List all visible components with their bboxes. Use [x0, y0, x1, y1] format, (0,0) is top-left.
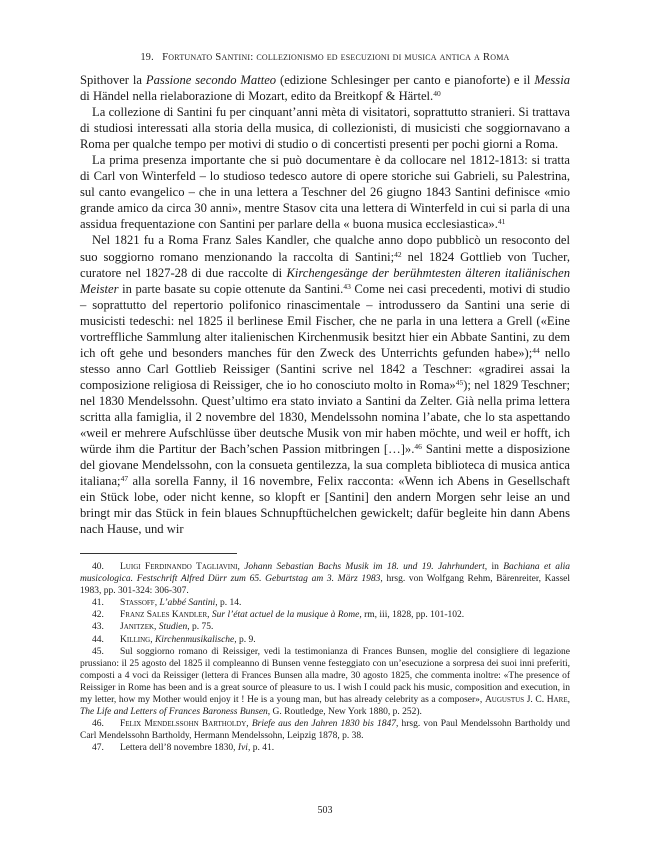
- footnote-ref[interactable]: 42: [394, 249, 402, 259]
- author-name: Luigi Ferdinando Tagliavini: [120, 562, 238, 572]
- footnote-ref[interactable]: 43: [343, 281, 351, 291]
- footnote-ref[interactable]: 41: [497, 217, 506, 227]
- page-number: 503: [317, 805, 333, 816]
- work-title: Messia: [534, 73, 571, 87]
- footnote-41: 41. Stassoff, L’abbé Santini, p. 14.: [92, 598, 242, 609]
- running-title: Fortunato Santini: collezionismo ed esecuzioni di musica antica a Roma: [162, 51, 510, 63]
- footnote-43: 43. Janitzek, Studien, p. 75.: [92, 622, 214, 633]
- footnote-ref[interactable]: 44: [532, 345, 540, 355]
- footnote-ref[interactable]: 47: [120, 474, 129, 484]
- footnote-ref[interactable]: 40: [433, 89, 441, 99]
- footnotes: [80, 561, 570, 755]
- footnote-40: 40. Luigi Ferdinando Tagliavini, Johann Sebastian Bachs Musik im 18. und 19. Jahrhundert, in Bachiana et alia musicologica. Festschrift Alfred Dürr zum 65. Geburtstag am 3. März 1983, hrsg. von Wolfgang Rehm, Bärenreiter, Kassel 1983, pp. 301-324: 306-307.: [80, 562, 571, 597]
- work-title: Kirchengesänge der berühmtesten älteren italiänischen Meister: [80, 265, 570, 296]
- author-name: Janitzek: [120, 622, 155, 633]
- footnote-ref[interactable]: 45: [455, 377, 464, 387]
- paragraph-4: Nel 1821 fu a Roma Franz Sales Kandler, che qualche anno dopo pubblicò un resoconto del suo soggiorno romano menzionando la raccolta di Santini;$^{42}$ nel 1824 Gottlieb von Tucher, curatore nel 1827-28 di due raccolte di Kirchengesänge der berühmtesten älteren italiänischen Meister in parte basate su copie ottenute da Santini.$^{43}$ Come nei casi precedenti, motivi di studio – soprattutto del repertorio polifonico rinascimentale – introdussero da Santini una serie di musicisti tedeschi: nel 1825 il berlinese Emil Fischer, che ne parla in una lettera a Grell («Eine vortreffliche Sammlung alter italienischen Kirchenmusik besitzt hier ein Abbate Santini, zu dem ich oft gehe und besonders manches für den Zweck des Unterrichts gefunden habe»);$^{44}$ nello stesso anno Carl Gottlieb Reissiger (Santini scrive nel 1842 a Teschner: «gradirei assai la composizione religiosa di Reissiger, che io ho conosciuto molto in Roma»$^{45}$); nel 1829 Teschner; nel 1830 Mendelssohn. Quest’ultimo era stato inviato a Santini da Zelter. Già nella prima lettera scritta alla famiglia, il 2 novembre del 1830, Mendelssohn nomina l’abate, che lo sta aspettando «weil er mehrere Aufschlüsse über deutsche Musik von mir haben möchte, und weil er hofft, ich würde ihm die Partitur der Bach’schen Passion mitbringen […]».$^{46}$ Santini mette a disposizione del giovane Mendelssohn, con la consueta gentilezza, la sua completa biblioteca di musica antica italiana;$^{47}$ alla sorella Fanny, il 16 novembre, Felix racconta: «Wenn ich Abens in Gesellschaft ein Stück lobe, oder nicht kenne, so klopft er [Santini] den andern Morgen sehr leise an und bringt mir das Stück in fein blaues Schnupftüchelchen gewickelt; dafür begleite hin dann Abens nach Hause, und wir: [80, 233, 571, 537]
- author-name: Killing: [120, 634, 151, 645]
- footnote-ref[interactable]: 46: [414, 442, 422, 452]
- chapter-number: 19.: [140, 52, 154, 63]
- author-name: Stassoff: [120, 598, 155, 609]
- paragraph-2: La collezione di Santini fu per cinquant’anni mèta di visitatori, soprattutto stranieri. Si trattava di studiosi interessati alla storia della musica, di collezionisti, di musicisti che soggiornavano a Roma per qualche tempo per motivi di studio o di concertisti presenti per pochi giorni a Roma.: [80, 105, 570, 152]
- author-name: Augustus J. C. Hare: [484, 695, 568, 706]
- running-header: [0, 50, 650, 65]
- author-name: Felix Mendelssohn Bartholdy: [120, 719, 247, 730]
- work-title: Passione secondo Matteo: [145, 73, 277, 87]
- footnote-44: 44. Killing, Kirchenmusikalische, p. 9.: [92, 634, 256, 645]
- main-text: [80, 72, 570, 537]
- footnote-divider: [80, 553, 237, 554]
- footnote-47: 47. Lettera dell’8 novembre 1830, Ivi, p. 41.: [92, 743, 275, 754]
- footnote-45: 45. Sul soggiorno romano di Reissiger, vedi la testimonianza di Frances Bunsen, moglie del consigliere di legazione prussiano: il 25 agosto del 1825 il compleanno di Bunsen venne festeggiato con un’esecuzione a sorpresa dei suoi inni preferiti, composti a 4 voci da Reissiger (lettera di Frances Bunsen alla madre, 30 agosto 1825, che commenta inoltre: «The presence of Reissiger in Rome has been and is a great source of pleasure to us. I wish I could pack his music, composition and execution, in my letter, how my Mother would enjoy it ! He is a young man, but has already celebrity as a composer», Augustus J. C. Hare, The Life and Letters of Frances Baroness Bunsen, G. Routledge, New York 1880, p. 252).: [80, 646, 570, 718]
- footnote-42: 42. Franz Sales Kandler, Sur l’état actuel de la musique à Rome, rm, iii, 1828, pp. 101-102.: [92, 610, 465, 621]
- author-name: Franz Sales Kandler: [120, 610, 208, 621]
- footnote-46: 46. Felix Mendelssohn Bartholdy, Briefe aus den Jahren 1830 bis 1847, hrsg. von Paul Mendelssohn Bartholdy und Carl Mendelssohn Bartholdy, Hermann Mendelssohn, Leipzig 1878, p. 38.: [80, 719, 570, 742]
- paragraph-1: Spithover la Passione secondo Matteo (edizione Schlesinger per canto e pianoforte) e il Messia di Händel nella rielaborazione di Mozart, edito da Breitkopf & Härtel.$^{40}$: [80, 73, 571, 104]
- paragraph-3: La prima presenza importante che si può documentare è da collocare nel 1812-1813: si tratta di Carl von Winterfeld – lo studioso tedesco autore di opere storiche sui Gabrieli, su Palestrina, sul canto evangelico – che in una lettera a Teschner del 26 giugno 1843 Santini definisce «mio grande amico da circa 30 anni», mentre Stasov cita una lettera di Winterfeld in cui si parla di una assidua frequentazione con Santini per parlare della « buona musica ecclesiastica».$^{41}$: [80, 153, 570, 232]
